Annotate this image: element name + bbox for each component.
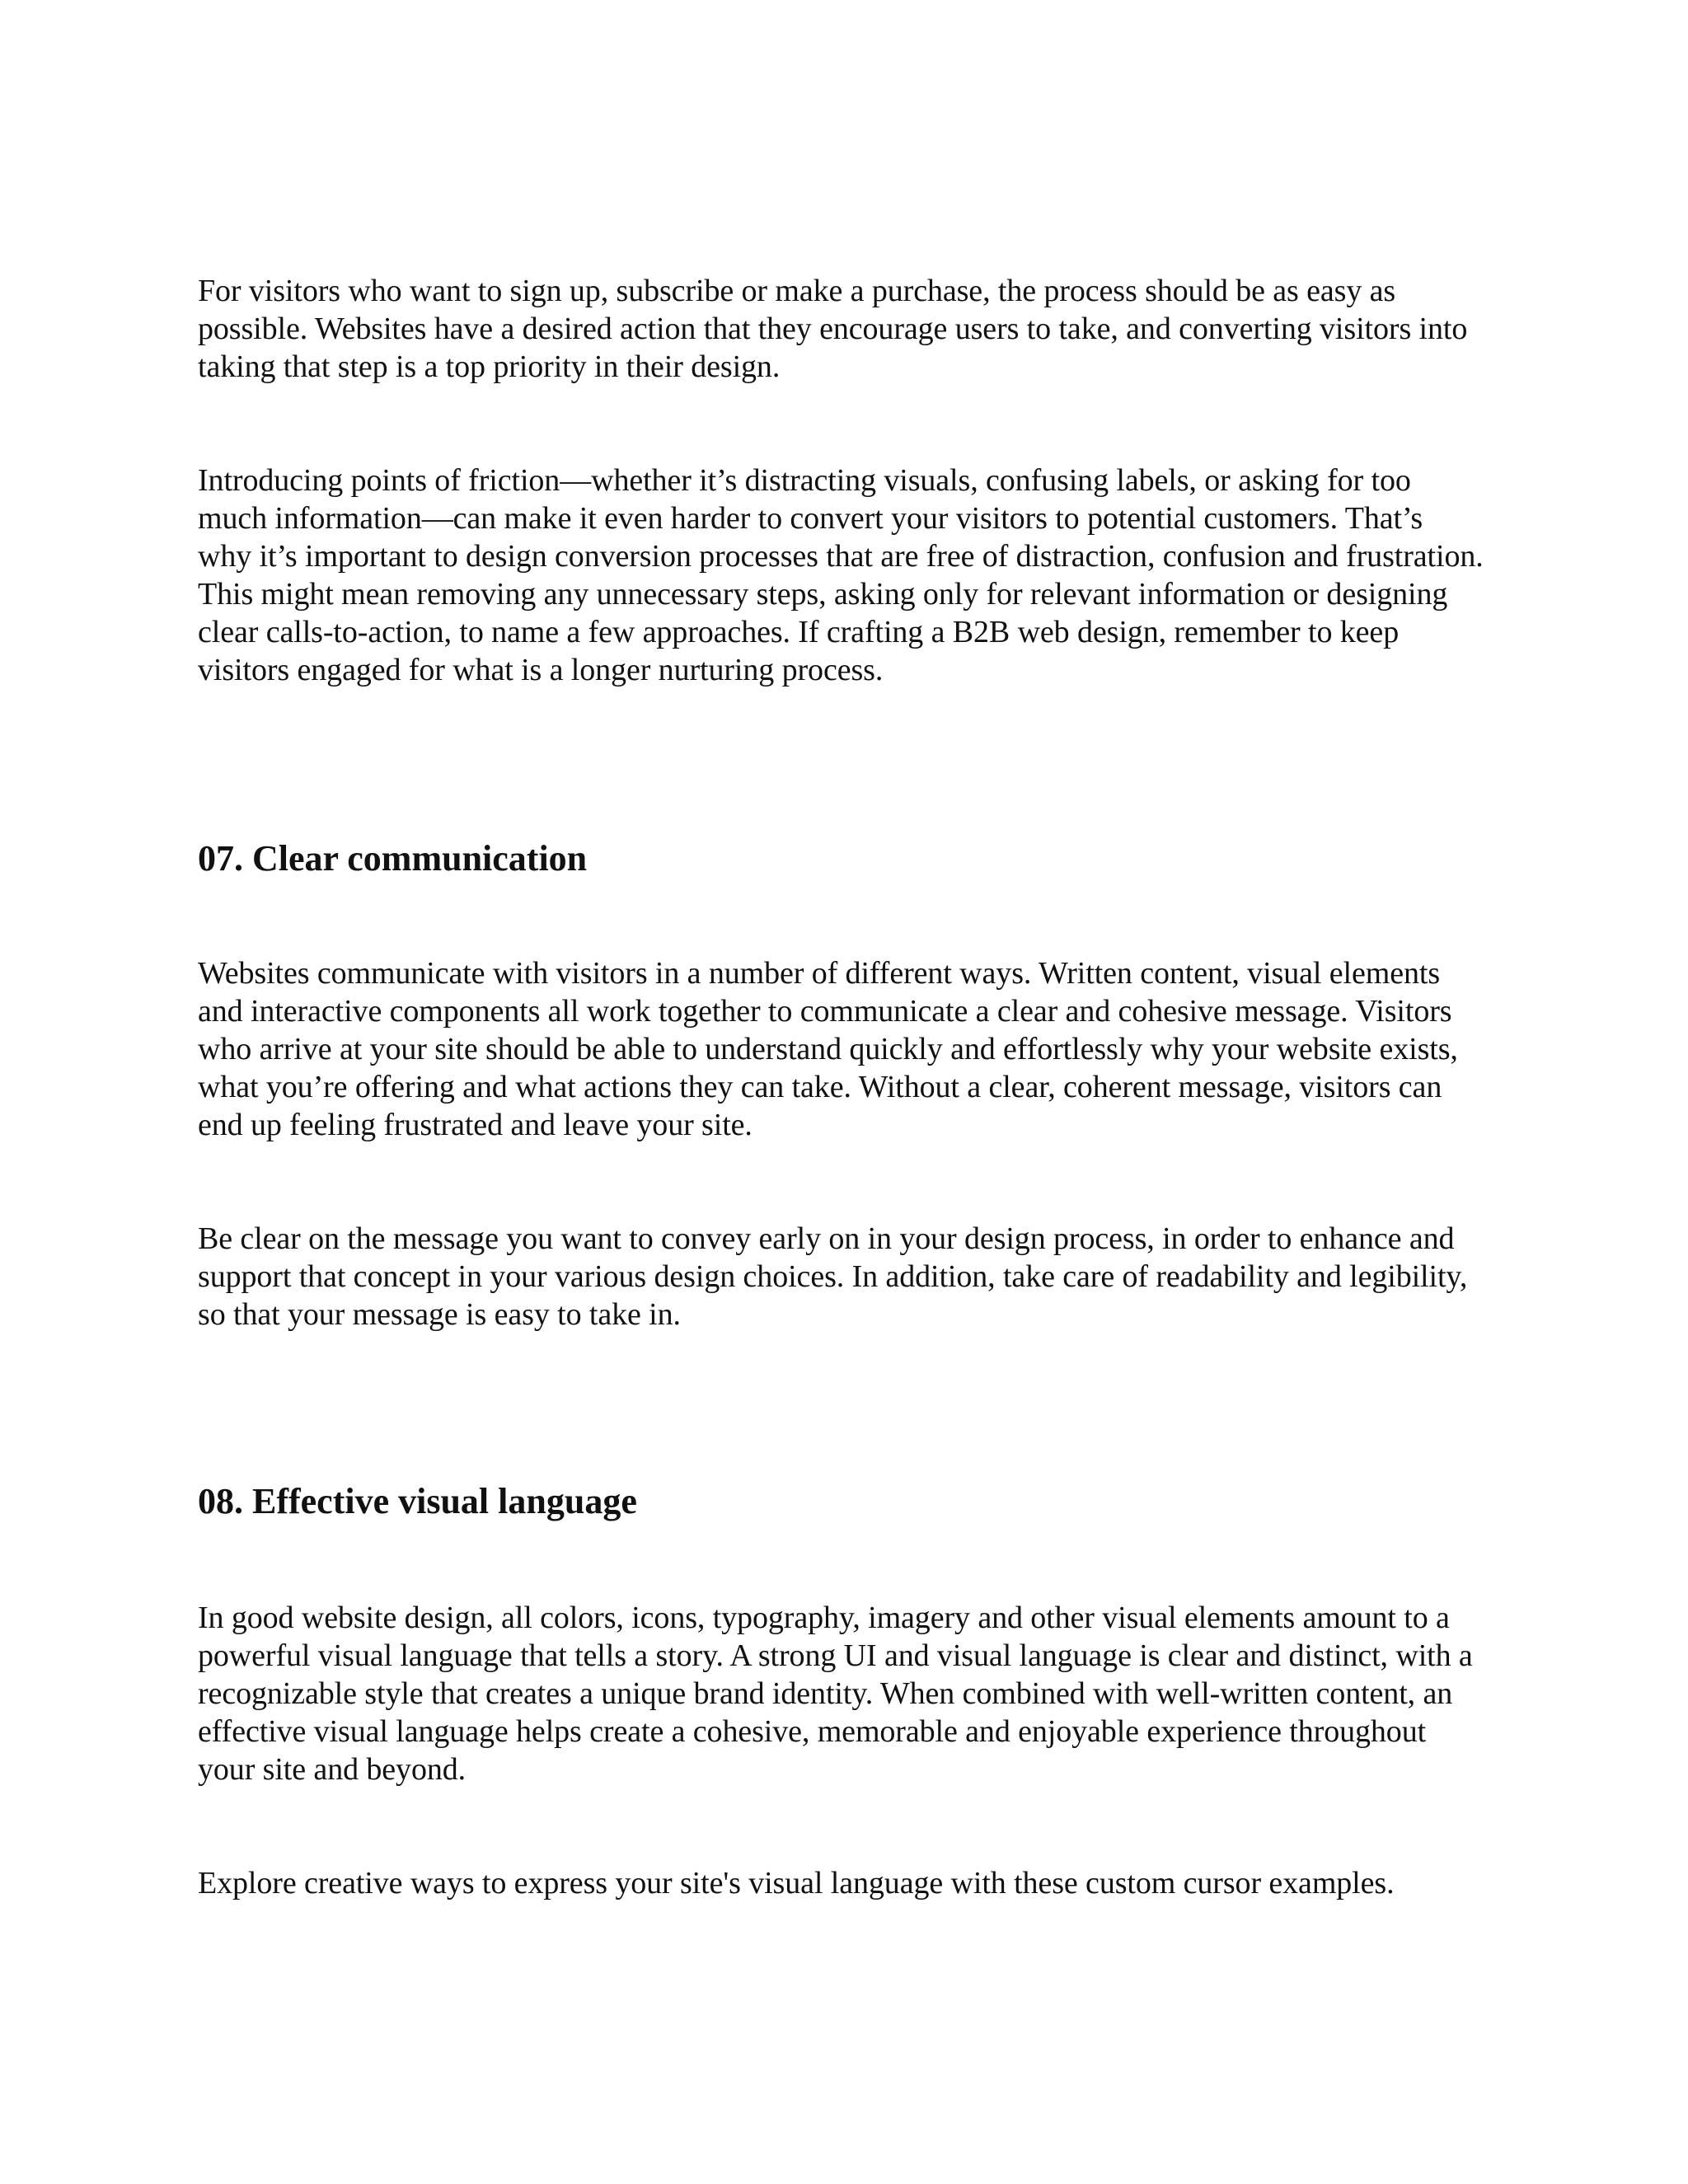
section-heading-clear-communication: 07. Clear communication (198, 838, 588, 879)
paragraph-friction: Introducing points of friction—whether it’s distracting visuals, confusing labels, or asking for too much information—can make it even harder to convert your visitors to potential customers. That’s why it’s important to design conversion processes that are free of distraction, confusion and frustration. This might mean removing any unnecessary steps, asking only for relevant information or designing clear calls-to-action, to name a few approaches. If crafting a B2B web design, remember to keep visitors engaged for what is a longer nurturing process. (198, 463, 1484, 687)
paragraph-cursor-examples: Explore creative ways to express your site's visual language with these custom cursor examples. (198, 1866, 1395, 1900)
section-heading-visual-language: 08. Effective visual language (198, 1481, 637, 1521)
paragraph-communication-ways: Websites communicate with visitors in a number of different ways. Written content, visual elements and interactive components all work together to communicate a clear and cohesive message. Visitors who arrive at your site should be able to understand quickly and effortlessly why your website exists, what you’re offering and what actions they can take. Without a clear, coherent message, visitors can end up feeling frustrated and leave your site. (198, 956, 1458, 1142)
paragraph-visual-language: In good website design, all colors, icons, typography, imagery and other visual elements amount to a powerful visual language that tells a story. A strong UI and visual language is clear and distinct, with a recognizable style that creates a unique brand identity. When combined with well-written content, an effective visual language helps create a cohesive, memorable and enjoyable experience throughout your site and beyond. (198, 1601, 1473, 1787)
paragraph-conversion-intro: For visitors who want to sign up, subscribe or make a purchase, the process should be as easy as possible. Websites have a desired action that they encourage users to take, and converting visitors into taking that step is a top priority in their design. (198, 274, 1468, 384)
paragraph-message-clarity: Be clear on the message you want to convey early on in your design process, in order to enhance and support that concept in your various design choices. In addition, take care of readability and legibility, so that your message is easy to take in. (198, 1221, 1468, 1332)
